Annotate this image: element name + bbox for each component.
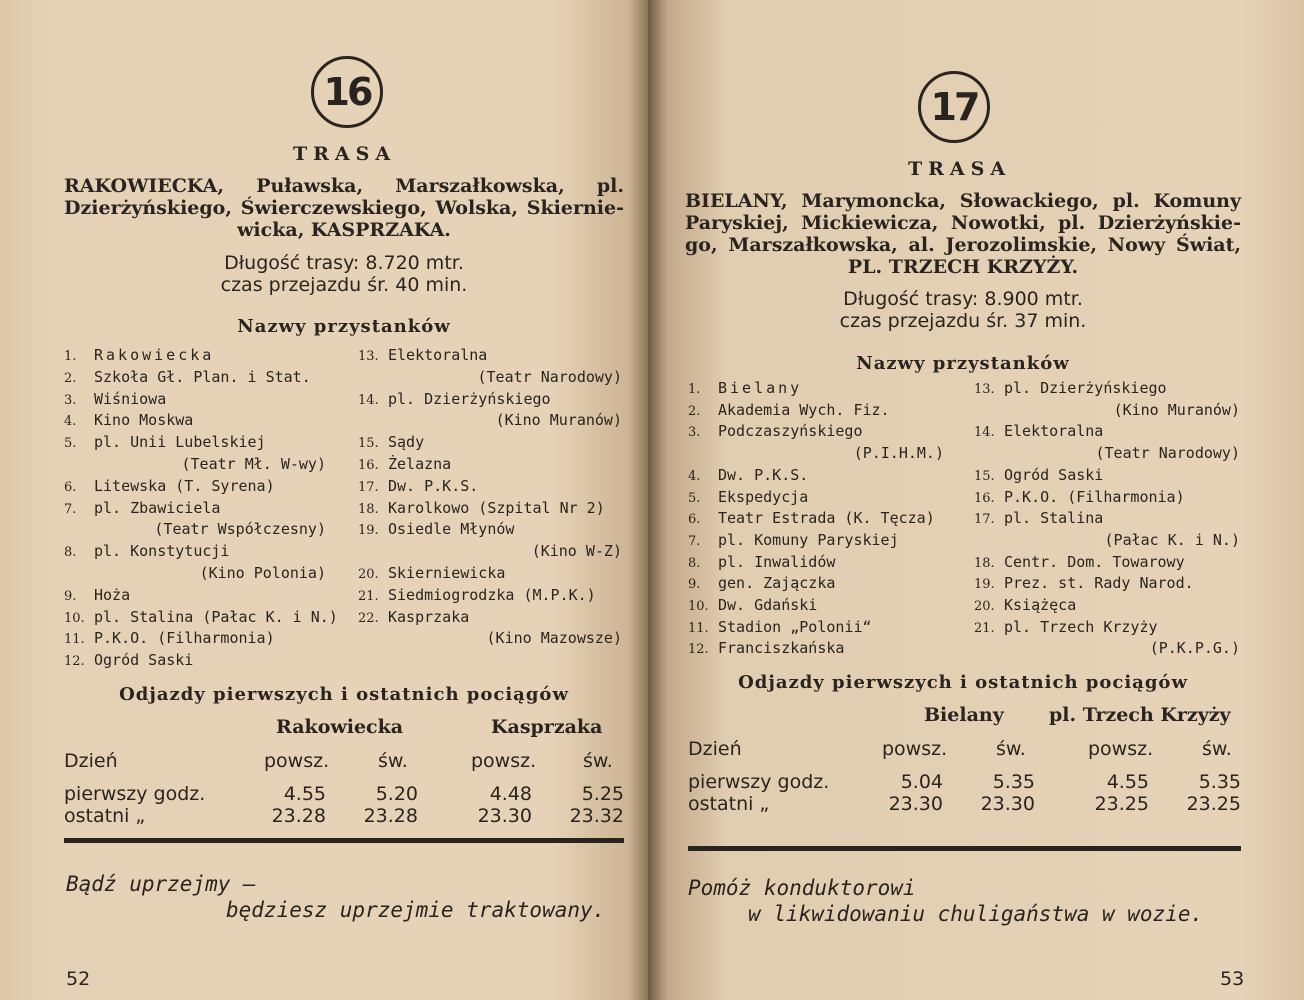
stop-number: 20. [358, 567, 379, 582]
stop-number: 1. [64, 349, 77, 364]
stop-subtitle: (Kino Muranów) [495, 411, 622, 430]
stop-number: 1. [688, 382, 701, 397]
stop-name: Hoża [94, 585, 131, 604]
stop-subtitle: (Teatr Mł. W-wy) [181, 455, 326, 473]
stop-subtitle: (P.K.P.G.) [1149, 639, 1240, 658]
stop-number: 18. [358, 501, 379, 517]
route-heading: TRASA [908, 158, 1012, 180]
stop-item [64, 390, 166, 408]
route-length-text: Długość trasy: 8.720 mtr. [224, 252, 464, 274]
stop-subtitle: (Kino Muranów) [1113, 400, 1240, 419]
slogan-line: Bądź uprzejmy — [66, 872, 256, 896]
stop-name: Szkoła Gł. Plan. i Stat. [94, 367, 311, 386]
route-line: BIELANY, Marymoncka, Słowackiego, pl. Komuny [685, 190, 1241, 212]
stop-item [358, 586, 596, 604]
stop-name: Prez. st. Rady Narod. [1004, 574, 1194, 593]
slogan-line: w likwidowaniu chuligaństwa w wozie. [748, 902, 1204, 926]
stop-item [974, 422, 1103, 440]
stop-number: 17. [358, 479, 379, 495]
stop-subtitle: (Kino Mazowsze) [486, 629, 622, 648]
stop-name: Bielany [718, 379, 803, 397]
stop-item [688, 466, 808, 484]
stop-item [358, 390, 551, 408]
stop-number: 17. [974, 512, 995, 528]
stop-name: Książęca [1004, 596, 1077, 614]
stop-number: 21. [358, 588, 379, 604]
row-first-label: pierwszy godz. [64, 783, 206, 805]
stop-number: 13. [358, 349, 379, 364]
stop-name: Centr. Dom. Towarowy [1004, 552, 1185, 571]
stop-item [64, 586, 130, 604]
stop-item [64, 368, 311, 386]
stop-item [974, 574, 1194, 592]
time-cell: 5.25 [581, 783, 624, 805]
stop-subtitle: (Kino W-Z) [531, 542, 622, 561]
stop-number: 4. [64, 414, 77, 430]
stop-number: 2. [688, 403, 701, 419]
stop-number: 7. [64, 501, 77, 517]
route-line: Paryskiej, Mickiewicza, Nowotki, pl. Dzierżyńskie- [685, 212, 1241, 234]
terminal-b: Kasprzaka [491, 716, 603, 738]
page-left [0, 0, 648, 1000]
time-cell: 23.28 [271, 805, 326, 827]
stop-name: pl. Komuny Paryskiej [718, 530, 899, 549]
stop-item [974, 466, 1103, 484]
stop-item [688, 531, 899, 549]
col-powsz: powsz. [882, 738, 948, 760]
stop-item [688, 379, 802, 397]
stop-number: 22. [358, 610, 379, 626]
stop-name: Dw. P.K.S. [718, 465, 809, 484]
col-powsz: powsz. [471, 750, 537, 772]
stop-item [688, 488, 808, 506]
stop-name: Żelazna [388, 455, 452, 473]
stops-header: Nazwy przystanków [237, 316, 451, 337]
stop-number: 10. [64, 610, 85, 626]
col-sw: św. [583, 750, 613, 772]
stop-item [64, 411, 193, 429]
time-cell: 23.30 [477, 805, 532, 827]
terminal-a: Rakowiecka [276, 716, 404, 738]
stop-name: Ekspedycja [718, 487, 809, 506]
col-powsz: powsz. [1088, 738, 1154, 760]
stop-number: 2. [64, 370, 77, 386]
route-length [64, 252, 624, 296]
row-last-label: ostatni „ [688, 793, 770, 815]
page-number: 53 [1220, 968, 1245, 990]
divider-rule [64, 838, 624, 843]
stop-name: pl. Trzech Krzyży [1004, 617, 1158, 636]
stop-name: Teatr Estrada (K. Tęcza) [718, 509, 935, 528]
stop-name: P.K.O. (Filharmonia) [94, 629, 275, 648]
time-cell: 5.35 [1198, 771, 1241, 793]
stop-item [64, 608, 338, 626]
stop-number: 21. [974, 620, 995, 636]
stop-name: Osiedle Młynów [388, 520, 515, 539]
stop-item [64, 477, 275, 495]
stop-number: 7. [688, 533, 701, 549]
stop-item [688, 639, 844, 657]
stop-name: pl. Stalina [1004, 509, 1104, 528]
stop-number: 18. [974, 555, 995, 571]
stop-name: Podczaszyńskiego [718, 422, 863, 441]
stop-subtitle: (P.I.H.M.) [853, 444, 944, 463]
stop-name: Skierniewicka [388, 564, 506, 582]
stop-number: 8. [64, 545, 77, 561]
stop-name: Ogród Saski [94, 651, 194, 670]
stop-number: 11. [688, 620, 709, 636]
stop-item [688, 553, 835, 571]
stop-name: Dw. Gdański [718, 596, 818, 614]
stop-name: Wiśniowa [94, 389, 167, 408]
route-length [685, 288, 1241, 332]
stop-item [64, 346, 214, 364]
stop-name: pl. Dzierżyńskiego [388, 389, 551, 408]
stop-subtitle: (Kino Polonia) [199, 564, 326, 582]
route-line: go, Marszałkowska, al. Jerozolimskie, Nowy Świat, [685, 234, 1241, 256]
time-cell: 23.25 [1094, 793, 1149, 815]
time-cell: 5.35 [992, 771, 1035, 793]
stop-name: pl. Zbawiciela [94, 498, 221, 517]
time-cell: 4.48 [489, 783, 532, 805]
slogan-line: będziesz uprzejmie traktowany. [226, 898, 606, 922]
col-sw: św. [1202, 738, 1232, 760]
stop-name: Rakowiecka [94, 346, 215, 364]
stop-number: 3. [64, 392, 77, 408]
stop-name: Kasprzaka [388, 607, 470, 626]
stop-name: pl. Konstytucji [94, 542, 230, 561]
route-line: RAKOWIECKA, Puławska, Marszałkowska, pl. [64, 175, 624, 197]
row-last-label: ostatni „ [64, 805, 146, 827]
stop-name: P.K.O. (Filharmonia) [1004, 487, 1185, 506]
stop-number: 19. [974, 577, 995, 593]
stop-item [974, 553, 1185, 571]
page-number: 52 [66, 968, 91, 990]
stop-number: 16. [974, 490, 995, 506]
route-description [685, 190, 1241, 278]
stop-item [688, 509, 935, 527]
slogan-line: Pomóż konduktorowi [688, 876, 916, 900]
stop-name: Sądy [388, 433, 425, 452]
departures-header: Odjazdy pierwszych i ostatnich pociągów [119, 684, 569, 705]
stop-item [974, 596, 1076, 614]
stop-number: 12. [688, 642, 709, 658]
stop-name: Elektoralna [1004, 422, 1104, 441]
route-line: PL. TRZECH KRZYŻY. [847, 256, 1079, 278]
stop-number: 8. [688, 555, 701, 571]
stop-number: 3. [688, 425, 701, 441]
stop-name: Akademia Wych. Fiz. [718, 400, 890, 419]
stop-number: 14. [358, 392, 379, 408]
stop-number: 15. [974, 468, 995, 484]
departures-header: Odjazdy pierwszych i ostatnich pociągów [738, 672, 1188, 693]
stop-subtitle: (Teatr Narodowy) [477, 367, 622, 386]
stop-item [688, 422, 863, 440]
stop-item [358, 455, 451, 473]
stop-item [64, 542, 229, 560]
time-cell: 4.55 [283, 783, 326, 805]
stop-name: gen. Zajączka [718, 574, 836, 593]
time-cell: 4.55 [1106, 771, 1149, 793]
time-cell: 23.32 [569, 805, 624, 827]
stop-subtitle: (Teatr Narodowy) [1095, 444, 1240, 463]
stop-number: 19. [358, 523, 379, 539]
stop-name: Franciszkańska [718, 639, 845, 658]
stop-item [688, 574, 835, 592]
stop-item [974, 618, 1158, 636]
time-cell: 23.28 [363, 805, 418, 827]
stop-name: Stadion „Polonii“ [718, 617, 872, 636]
stop-item [64, 651, 193, 669]
stop-number: 12. [64, 654, 85, 670]
route-heading: TRASA [293, 143, 397, 165]
stop-number: 6. [64, 479, 77, 495]
divider-rule [688, 846, 1241, 851]
stop-name: pl. Dzierżyńskiego [1004, 379, 1167, 397]
stop-item [358, 520, 514, 538]
col-day: Dzień [64, 750, 118, 772]
time-cell: 23.25 [1186, 793, 1241, 815]
stop-number: 15. [358, 436, 379, 452]
stop-item [688, 401, 890, 419]
stop-number: 16. [358, 458, 379, 473]
stop-name: Karolkowo (Szpital Nr 2) [388, 498, 605, 517]
route-length-text: Długość trasy: 8.900 mtr. [843, 288, 1083, 310]
col-powsz: powsz. [264, 750, 330, 772]
stop-name: pl. Unii Lubelskiej [94, 433, 266, 452]
stop-number: 5. [688, 490, 701, 506]
stop-name: Ogród Saski [1004, 465, 1104, 484]
route-description [64, 175, 624, 241]
stop-item [358, 346, 487, 364]
route-line: Dzierżyńskiego, Świerczewskiego, Wolska, Skiernie- [64, 197, 624, 219]
stop-name: pl. Inwalidów [718, 552, 836, 571]
route-number-badge: 16 [311, 56, 383, 128]
stop-item [974, 379, 1167, 397]
stop-name: Elektoralna [388, 346, 488, 364]
travel-time-text: czas przejazdu śr. 37 min. [839, 310, 1087, 332]
stop-number: 20. [974, 599, 995, 614]
stop-name: Kino Moskwa [94, 411, 194, 430]
stop-item [688, 596, 817, 614]
stop-item [358, 433, 424, 451]
terminal-b: pl. Trzech Krzyży [1049, 704, 1231, 726]
stop-item [64, 433, 266, 451]
stop-subtitle: (Teatr Współczesny) [154, 520, 326, 539]
stop-item [974, 509, 1103, 527]
stop-item [358, 499, 605, 517]
stop-item [64, 629, 275, 647]
stop-number: 10. [688, 599, 709, 614]
stop-number: 11. [64, 632, 85, 648]
stops-header: Nazwy przystanków [856, 353, 1070, 374]
time-cell: 5.04 [900, 771, 943, 793]
stop-item [358, 564, 505, 582]
stop-name: Litewska (T. Syrena) [94, 476, 275, 495]
stop-item [358, 608, 469, 626]
travel-time-text: czas przejazdu śr. 40 min. [220, 274, 468, 296]
stop-name: Dw. P.K.S. [388, 476, 479, 495]
stop-item [974, 488, 1185, 506]
stop-number: 6. [688, 512, 701, 528]
time-cell: 23.30 [980, 793, 1035, 815]
stop-number: 9. [64, 588, 77, 604]
stop-number: 4. [688, 468, 701, 484]
stop-name: pl. Stalina (Pałac K. i N.) [94, 607, 338, 626]
terminal-a: Bielany [924, 704, 1004, 726]
time-cell: 5.20 [375, 783, 418, 805]
stop-item [688, 618, 872, 636]
stop-subtitle: (Pałac K. i N.) [1104, 530, 1240, 549]
col-sw: św. [996, 738, 1026, 760]
stop-number: 13. [974, 382, 995, 397]
col-sw: św. [378, 750, 408, 772]
route-line: wicka, KASPRZAKA. [237, 219, 451, 241]
stop-number: 5. [64, 436, 77, 452]
time-cell: 23.30 [888, 793, 943, 815]
page-right [648, 0, 1304, 1000]
row-first-label: pierwszy godz. [688, 771, 830, 793]
stop-item [64, 499, 220, 517]
stop-name: Siedmiogrodzka (M.P.K.) [388, 585, 596, 604]
stop-number: 14. [974, 425, 995, 441]
stop-number: 9. [688, 577, 701, 593]
stop-item [358, 477, 478, 495]
route-number-badge: 17 [918, 71, 990, 143]
col-day: Dzień [688, 738, 742, 760]
